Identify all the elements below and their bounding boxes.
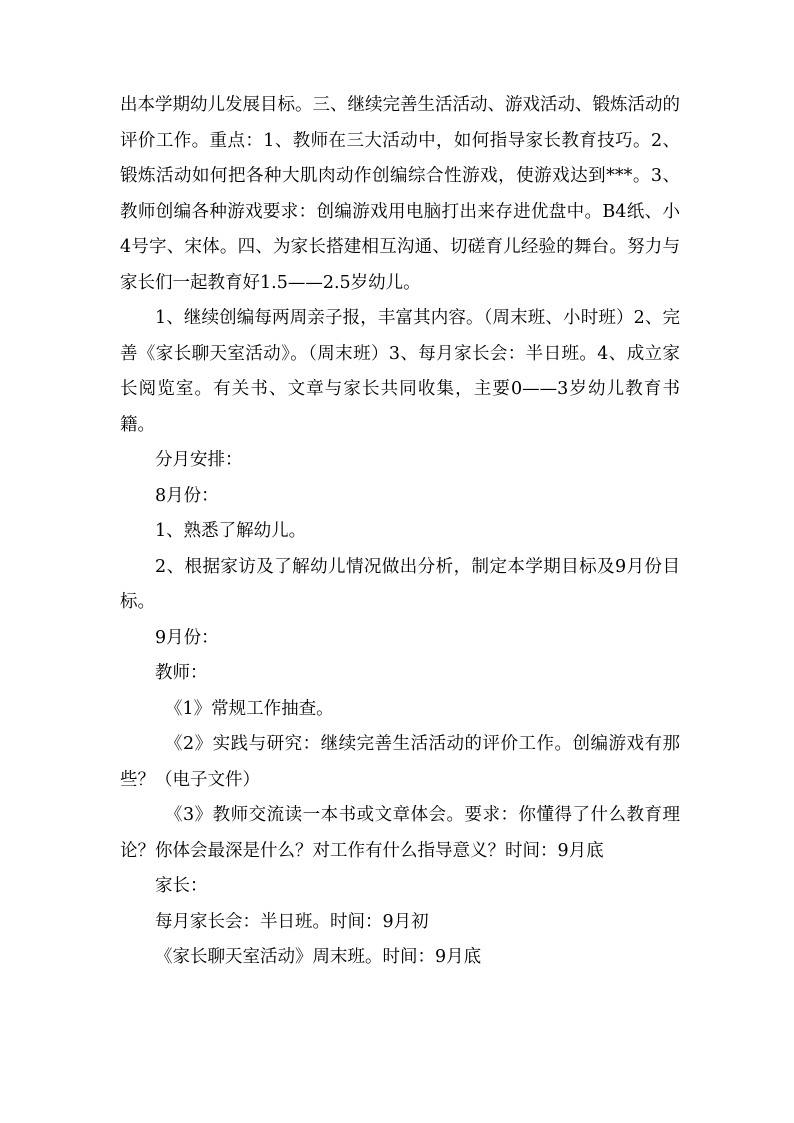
paragraph-august-heading: 8月份： bbox=[155, 485, 219, 506]
paragraph-parent-work: 1、继续创编每两周亲子报，丰富其内容。（周末班、小时班）2、完善《家长聊天室活动》。（周末班）3、每月家长会：半日班。4、成立家长阅览室。有关书、文章与家长共同收集，主要0——3岁幼儿教育书籍。 bbox=[120, 308, 680, 435]
paragraph-teacher-item-2: 《2》实践与研究：继续完善生活活动的评价工作。创编游戏有那些？（电子文件） bbox=[120, 734, 680, 790]
paragraph-teacher-item-3: 《3》教师交流读一本书或文章体会。要求：你懂得了什么教育理论？你体会最深是什么？对工作有什么指导意义？时间：9月底 bbox=[120, 805, 680, 861]
paragraph-teacher-item-1: 《1》常规工作抽查。 bbox=[165, 698, 334, 719]
paragraph-august-item-2: 2、根据家访及了解幼儿情况做出分析，制定本学期目标及9月份目标。 bbox=[120, 556, 680, 612]
paragraph-parent-item-1: 每月家长会：半日班。时间：9月初 bbox=[155, 911, 429, 932]
paragraph-parent-heading: 家长： bbox=[155, 876, 208, 896]
paragraph-goals-continued: 出本学期幼儿发展目标。三、继续完善生活活动、游戏活动、锻炼活动的评价工作。重点：1、教师在三大活动中，如何指导家长教育技巧。2、锻炼活动如何把各种大肌肉动作创编综合性游戏，使游戏达到***。3、教师创编各种游戏要求：创编游戏用电脑打出来存进优盘中。B4纸、小4号字、宋体。四、为家长搭建相互沟通、切磋育儿经验的舞台。努力与家长们一起教育好1.5——2.5岁幼儿。 bbox=[120, 95, 680, 293]
paragraph-teacher-heading: 教师： bbox=[155, 663, 208, 683]
paragraph-monthly-plan-heading: 分月安排： bbox=[155, 450, 243, 470]
paragraph-september-heading: 9月份： bbox=[155, 627, 219, 648]
paragraph-august-item-1: 1、熟悉了解幼儿。 bbox=[155, 521, 307, 541]
document-body bbox=[120, 88, 680, 976]
paragraph-parent-item-2: 《家长聊天室活动》周末班。时间：9月底 bbox=[155, 947, 482, 967]
